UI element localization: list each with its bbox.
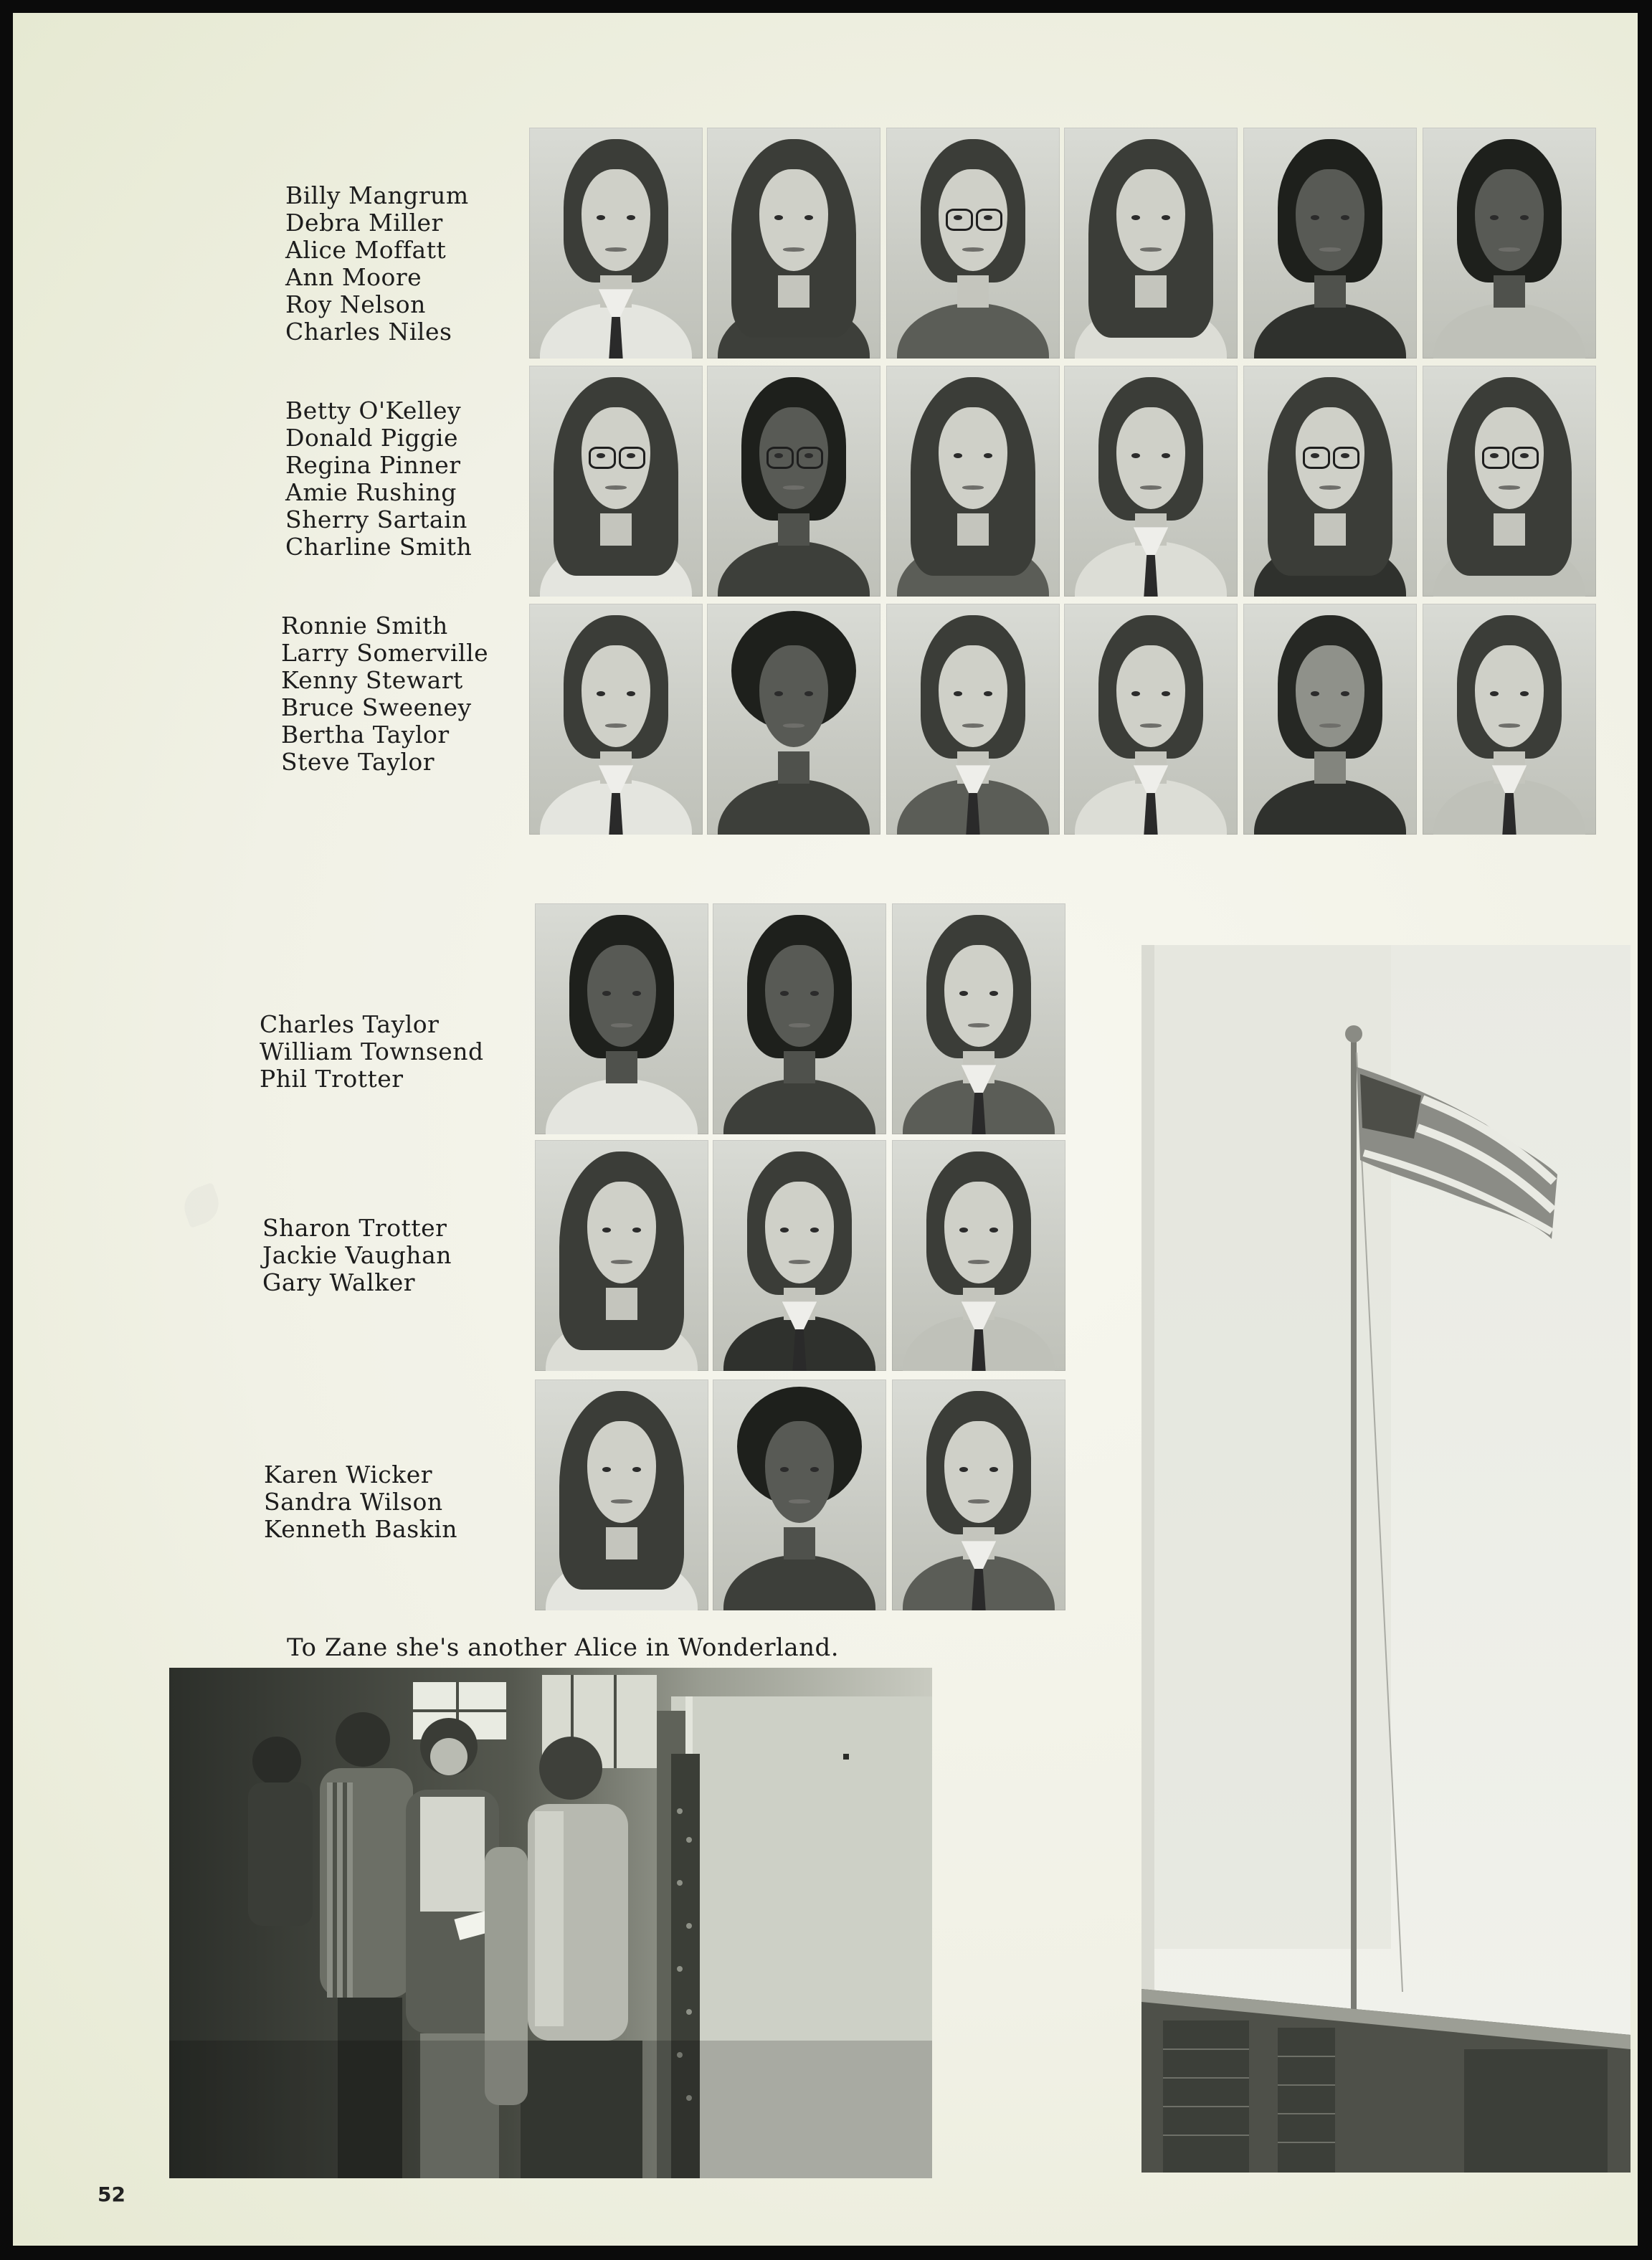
hallway-candid-photo — [169, 1668, 932, 2178]
name-list — [264, 1461, 457, 1543]
student-portrait — [713, 1380, 886, 1610]
student-name: Sandra Wilson — [264, 1488, 443, 1516]
glasses-icon — [619, 447, 645, 470]
hallway-scene — [169, 1668, 932, 2178]
name-list — [260, 1011, 484, 1093]
name-list — [285, 397, 472, 561]
student-portrait — [1423, 128, 1596, 359]
student-name: Betty O'Kelley — [285, 397, 462, 424]
student-portrait — [886, 128, 1060, 359]
student-name: Larry Somerville — [281, 639, 489, 667]
student-portrait — [1064, 128, 1238, 359]
student-portrait — [1243, 366, 1417, 597]
student-name: Sharon Trotter — [262, 1214, 447, 1242]
name-list — [285, 182, 469, 346]
student-name: Kenny Stewart — [281, 666, 463, 694]
student-portrait — [529, 128, 703, 359]
flagpole-photo — [1141, 945, 1630, 2173]
student-portrait — [886, 366, 1060, 597]
student-name: Karen Wicker — [264, 1461, 433, 1489]
glasses-icon — [797, 447, 823, 470]
student-portrait — [1243, 128, 1417, 359]
student-name: Bruce Sweeney — [281, 693, 472, 721]
student-portrait — [707, 366, 880, 597]
leaf-watermark — [179, 1182, 224, 1228]
student-portrait — [713, 1140, 886, 1371]
student-name: Ann Moore — [285, 263, 422, 291]
student-name: Phil Trotter — [260, 1065, 404, 1093]
student-portrait — [892, 1380, 1065, 1610]
student-name: Debra Miller — [285, 209, 443, 237]
glasses-icon — [946, 209, 972, 232]
glasses-icon — [976, 209, 1002, 232]
glasses-icon — [1333, 447, 1359, 470]
student-name: Steve Taylor — [281, 748, 435, 776]
name-list — [262, 1215, 452, 1296]
student-portrait — [529, 604, 703, 835]
student-portrait — [892, 1140, 1065, 1371]
glasses-icon — [1482, 447, 1509, 470]
student-portrait — [1423, 604, 1596, 835]
student-name: Ronnie Smith — [281, 612, 448, 640]
student-name: Amie Rushing — [285, 478, 457, 506]
student-portrait — [886, 604, 1060, 835]
student-name: Billy Mangrum — [285, 181, 469, 209]
student-portrait — [1243, 604, 1417, 835]
student-portrait — [892, 903, 1065, 1134]
student-portrait — [1064, 604, 1238, 835]
glasses-icon — [589, 447, 615, 470]
student-portrait — [707, 128, 880, 359]
student-name: Bertha Taylor — [281, 721, 450, 749]
student-name: Alice Moffatt — [285, 236, 447, 264]
student-name: Donald Piggie — [285, 424, 459, 452]
glasses-icon — [1512, 447, 1539, 470]
flagpole-scene — [1141, 945, 1630, 2173]
page-number: 52 — [98, 2183, 125, 2206]
student-name: Charles Niles — [285, 318, 452, 346]
student-portrait — [713, 903, 886, 1134]
glasses-icon — [1303, 447, 1329, 470]
name-list — [281, 612, 488, 776]
yearbook-page — [13, 13, 1638, 2246]
student-name: Regina Pinner — [285, 451, 461, 479]
student-portrait — [1064, 366, 1238, 597]
student-portrait — [529, 366, 703, 597]
student-name: Jackie Vaughan — [262, 1241, 452, 1269]
student-portrait — [1423, 366, 1596, 597]
glasses-icon — [766, 447, 793, 470]
student-portrait — [535, 1140, 708, 1371]
student-name: Gary Walker — [262, 1268, 416, 1296]
student-name: Kenneth Baskin — [264, 1515, 458, 1543]
student-name: Charles Taylor — [260, 1010, 440, 1038]
student-name: William Townsend — [260, 1038, 484, 1065]
student-portrait — [535, 1380, 708, 1610]
student-name: Sherry Sartain — [285, 505, 467, 533]
student-portrait — [707, 604, 880, 835]
student-name: Charline Smith — [285, 533, 473, 561]
student-portrait — [535, 903, 708, 1134]
student-name: Roy Nelson — [285, 290, 426, 318]
photo-caption: To Zane she's another Alice in Wonderland. — [287, 1633, 840, 1662]
